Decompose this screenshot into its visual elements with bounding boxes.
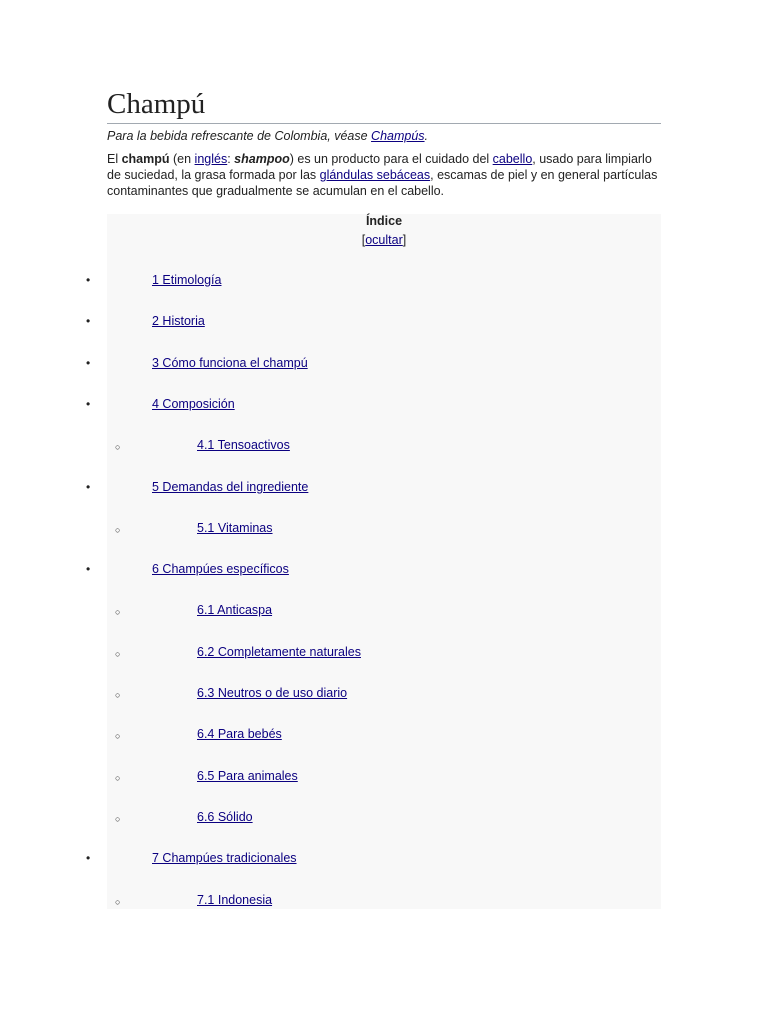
toc-link[interactable]: 3 Cómo funciona el champú bbox=[152, 356, 308, 370]
toc-link[interactable]: 6 Champúes específicos bbox=[152, 562, 289, 576]
intro-text: , usado para limpiarlo de suciedad, la grasa formada por las bbox=[107, 152, 652, 182]
toc-toggle-bracket: ] bbox=[402, 233, 407, 247]
hatnote-text: Para la bebida refrescante de Colombia, véase bbox=[107, 129, 372, 143]
toc-bullet-circle: ○ bbox=[115, 731, 121, 741]
toc-link[interactable]: 7.1 Indonesia bbox=[197, 893, 273, 907]
toc-link[interactable]: 4.1 Tensoactivos bbox=[197, 438, 290, 452]
toc-bullet-disc: • bbox=[86, 562, 91, 576]
toc-link[interactable]: 7 Champúes tradicionales bbox=[152, 851, 297, 865]
toc-bullet-disc: • bbox=[86, 273, 91, 287]
hatnote-period: . bbox=[424, 129, 429, 143]
hatnote bbox=[107, 128, 661, 144]
intro-text: El bbox=[107, 152, 122, 166]
toc-link[interactable]: 5.1 Vitaminas bbox=[197, 521, 273, 535]
toc-link[interactable]: 1 Etimología bbox=[152, 273, 222, 287]
toc-bullet-disc: • bbox=[86, 356, 91, 370]
toc-link[interactable]: 2 Historia bbox=[152, 314, 205, 328]
toc-link[interactable]: 4 Composición bbox=[152, 397, 235, 411]
toc-link[interactable]: 6.1 Anticaspa bbox=[197, 603, 273, 617]
intro-paragraph bbox=[107, 151, 661, 199]
toc-bullet-disc: • bbox=[86, 314, 91, 328]
hatnote-link-champus[interactable]: Champús bbox=[371, 129, 425, 143]
toc-toggle-bracket: [ bbox=[361, 233, 366, 247]
link-glandulas-sebaceas[interactable]: glándulas sebáceas bbox=[319, 168, 431, 182]
toc-link[interactable]: 6.5 Para animales bbox=[197, 769, 298, 783]
page-title: Champú bbox=[107, 88, 661, 124]
intro-text: , escamas de piel y en general partículas contaminantes que gradualmente se acumulan en el cabello. bbox=[107, 168, 658, 198]
toc-bullet-disc: • bbox=[86, 397, 91, 411]
toc-bullet-circle: ○ bbox=[115, 690, 121, 700]
toc-link[interactable]: 5 Demandas del ingrediente bbox=[152, 480, 309, 494]
toc-toggle bbox=[107, 232, 661, 248]
link-cabello[interactable]: cabello bbox=[492, 152, 533, 166]
intro-text: (en bbox=[169, 152, 195, 166]
toc-link[interactable]: 6.2 Completamente naturales bbox=[197, 645, 361, 659]
toc-bullet-disc: • bbox=[86, 851, 91, 865]
toc-bullet-circle: ○ bbox=[115, 649, 121, 659]
intro-text: : bbox=[227, 152, 235, 166]
intro-term-english: shampoo bbox=[234, 152, 290, 166]
toc-hide-link[interactable]: ocultar bbox=[365, 233, 403, 247]
toc-bullet-circle: ○ bbox=[115, 442, 121, 452]
toc-bullet-circle: ○ bbox=[115, 897, 121, 907]
intro-term-bold: champú bbox=[121, 152, 170, 166]
toc-bullet-circle: ○ bbox=[115, 607, 121, 617]
toc-bullet-circle: ○ bbox=[115, 814, 121, 824]
toc-title: Índice bbox=[365, 214, 403, 228]
toc-bullet-circle: ○ bbox=[115, 525, 121, 535]
toc-link[interactable]: 6.4 Para bebés bbox=[197, 727, 282, 741]
link-ingles[interactable]: inglés bbox=[194, 152, 228, 166]
toc-bullet-disc: • bbox=[86, 480, 91, 494]
toc-bullet-circle: ○ bbox=[115, 773, 121, 783]
toc-link[interactable]: 6.3 Neutros o de uso diario bbox=[197, 686, 348, 700]
toc-link[interactable]: 6.6 Sólido bbox=[197, 810, 253, 824]
intro-text: ) es un producto para el cuidado del bbox=[289, 152, 493, 166]
